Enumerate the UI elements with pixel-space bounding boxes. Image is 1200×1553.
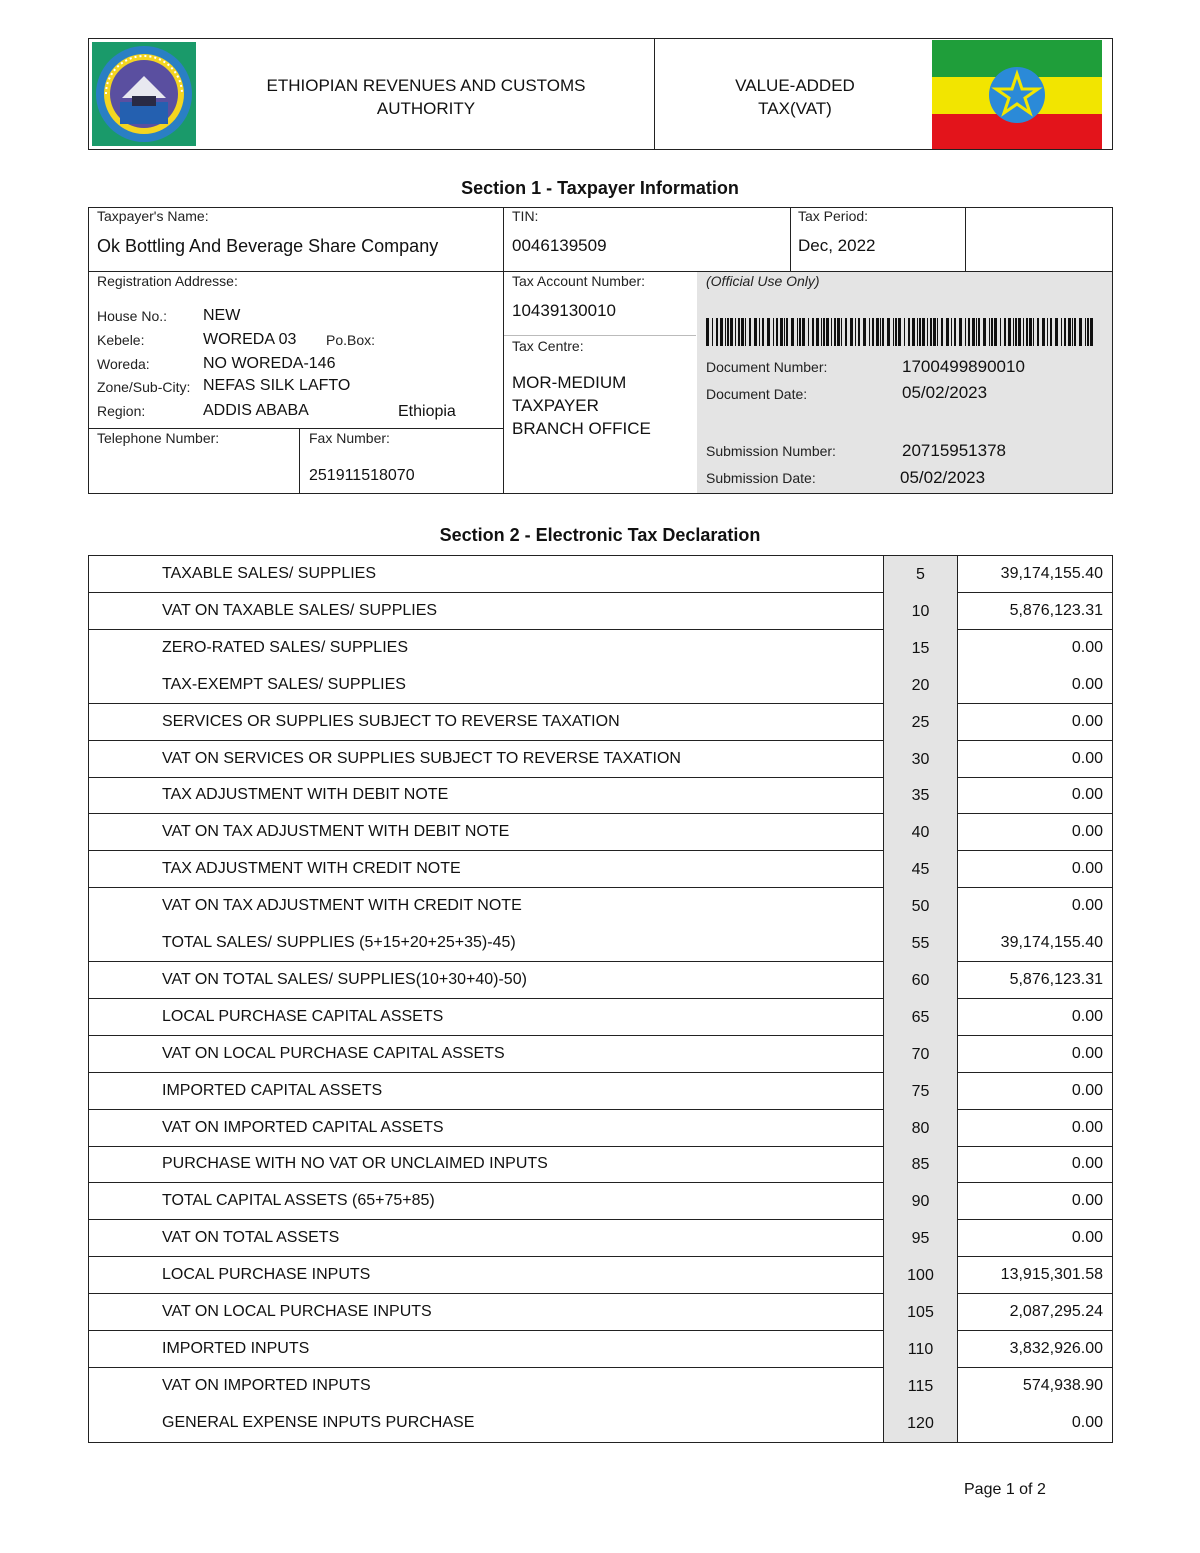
barcode-bar: [730, 318, 733, 346]
table-row: [88, 741, 1113, 778]
row-description: VAT ON LOCAL PURCHASE INPUTS: [162, 1303, 432, 1320]
barcode-bar: [1033, 318, 1034, 346]
barcode-bar: [922, 318, 925, 346]
row-code: 115: [883, 1368, 958, 1405]
table-row: [88, 777, 1113, 814]
woreda-label: Woreda:: [97, 356, 150, 372]
row-description: VAT ON TOTAL SALES/ SUPPLIES(10+30+40)-50): [162, 970, 527, 988]
submission-date-label: Submission Date:: [706, 470, 816, 486]
document-date-value: 05/02/2023: [902, 383, 988, 402]
official-use-label: (Official Use Only): [706, 273, 820, 289]
barcode-bar: [727, 318, 729, 346]
row-code: 45: [883, 851, 958, 888]
barcode-bar: [1000, 318, 1001, 346]
row-code: 15: [883, 630, 958, 667]
row-code: 90: [883, 1183, 958, 1220]
table-row: [88, 1257, 1113, 1294]
barcode-bar: [887, 318, 890, 346]
row-amount: 0.00: [1071, 1413, 1103, 1431]
submission-number-value: 20715951378: [902, 441, 1007, 460]
barcode-bar: [738, 318, 740, 346]
barcode-bar: [898, 318, 901, 346]
row-amount: 0.00: [1071, 1118, 1103, 1136]
barcode-bar: [762, 318, 764, 346]
barcode-bar: [1004, 318, 1006, 346]
barcode-bar: [837, 318, 840, 346]
barcode-bar: [991, 318, 993, 346]
barcode-bar: [759, 318, 760, 346]
row-description: TAX-EXEMPT SALES/ SUPPLIES: [162, 675, 406, 693]
barcode-bar: [791, 318, 794, 346]
tax-period-label: Tax Period:: [798, 208, 869, 224]
row-amount: 0.00: [1071, 712, 1103, 730]
col-divider-3: [965, 207, 966, 272]
table-row: [88, 704, 1113, 741]
row-description: VAT ON TAX ADJUSTMENT WITH CREDIT NOTE: [162, 897, 522, 915]
row-code: 50: [883, 888, 958, 925]
row-description: SERVICES OR SUPPLIES SUBJECT TO REVERSE TAXATION: [162, 712, 620, 730]
row-divider-1: [88, 271, 1113, 272]
row-description: VAT ON SERVICES OR SUPPLIES SUBJECT TO REVERSE TAXATION: [162, 749, 681, 767]
kebele-label: Kebele:: [97, 332, 145, 348]
row-amount: 0.00: [1071, 749, 1103, 767]
barcode-bar: [927, 318, 928, 346]
barcode-bar: [1015, 318, 1017, 346]
table-row: [88, 1110, 1113, 1147]
tin-value: 0046139509: [512, 236, 607, 255]
barcode-bar: [876, 318, 879, 346]
barcode-bar: [1055, 318, 1058, 346]
taxpayer-name: Ok Bottling And Beverage Share Company: [97, 236, 439, 256]
row-amount: 5,876,123.31: [1009, 601, 1103, 619]
barcode-bar: [937, 318, 938, 346]
tax-centre-divider: [504, 335, 696, 336]
col-divider-2: [790, 207, 791, 272]
barcode-bar: [1037, 318, 1039, 346]
barcode-bar: [994, 318, 997, 346]
barcode-bar: [895, 318, 897, 346]
row-amount: 39,174,155.40: [1000, 565, 1103, 582]
barcode-bar: [799, 318, 801, 346]
row-amount: 0.00: [1071, 897, 1103, 915]
row-amount: 0.00: [1071, 786, 1103, 804]
house-no-label: House No.:: [97, 308, 168, 324]
table-row: [88, 888, 1113, 925]
barcode-bar: [808, 318, 809, 346]
house-no-value: NEW: [203, 307, 241, 324]
row-description: VAT ON IMPORTED CAPITAL ASSETS: [162, 1118, 444, 1136]
barcode-bar: [773, 318, 774, 346]
section1-title: Section 1 - Taxpayer Information: [461, 178, 739, 198]
barcode-bar: [749, 318, 751, 346]
barcode-bar: [706, 318, 709, 346]
tax-account-value: 10439130010: [512, 301, 617, 320]
table-row: [88, 1183, 1113, 1220]
row-amount: 0.00: [1071, 1007, 1103, 1025]
barcode-bar: [831, 318, 832, 346]
barcode-bar: [930, 318, 932, 346]
barcode-bar: [1064, 318, 1066, 346]
table-row: [88, 630, 1113, 667]
barcode-bar: [1013, 318, 1014, 346]
row-amount: 3,832,926.00: [1009, 1339, 1103, 1357]
row-code: 85: [883, 1146, 958, 1183]
barcode-bar: [850, 318, 853, 346]
row-description: TAX ADJUSTMENT WITH DEBIT NOTE: [162, 786, 449, 804]
tax-period-value: Dec, 2022: [798, 236, 876, 255]
row-code: 70: [883, 1036, 958, 1073]
row-amount: 2,087,295.24: [1009, 1303, 1103, 1320]
table-row: [88, 1036, 1113, 1073]
barcode-bar: [826, 318, 829, 346]
row-amount: 0.00: [1071, 1155, 1103, 1173]
tin-label: TIN:: [512, 208, 539, 224]
authority-title: ETHIOPIAN REVENUES AND CUSTOMS AUTHORITY: [266, 76, 586, 118]
barcode-bar: [882, 318, 884, 346]
barcode-bar: [951, 318, 952, 346]
tax-centre-line-2: TAXPAYER: [512, 396, 599, 415]
barcode-bar: [1072, 318, 1073, 346]
row-description: TOTAL SALES/ SUPPLIES (5+15+20+25+35)-45): [162, 934, 516, 951]
row-code: 35: [883, 777, 958, 814]
barcode-bar: [735, 318, 736, 346]
row-description: VAT ON TAXABLE SALES/ SUPPLIES: [162, 601, 438, 619]
barcode-bar: [716, 318, 718, 346]
telephone-label: Telephone Number:: [97, 430, 220, 446]
erca-seal-icon: [92, 42, 196, 146]
barcode-bar: [965, 318, 966, 346]
barcode-bar: [912, 318, 915, 346]
table-row: [88, 814, 1113, 851]
barcode-bar: [872, 318, 874, 346]
barcode-bar: [812, 318, 814, 346]
barcode-bar: [858, 318, 860, 346]
barcode-bar: [983, 318, 986, 346]
row-description: VAT ON IMPORTED INPUTS: [162, 1376, 371, 1394]
barcode-bar: [725, 318, 726, 346]
tax-centre-line-3: BRANCH OFFICE: [512, 419, 651, 438]
row-description: TAX ADJUSTMENT WITH CREDIT NOTE: [162, 860, 461, 878]
barcode-bar: [968, 318, 970, 346]
row-code: 60: [883, 962, 958, 999]
table-row: [88, 1073, 1113, 1110]
row-description: IMPORTED INPUTS: [162, 1339, 310, 1357]
row-code: 100: [883, 1257, 958, 1294]
row-code: 40: [883, 814, 958, 851]
barcode-bar: [978, 318, 980, 346]
barcode-bar: [893, 318, 894, 346]
barcode-bar: [1050, 318, 1052, 346]
barcode-bar: [989, 318, 990, 346]
table-row: [88, 1405, 1113, 1442]
barcode-bar: [1061, 318, 1062, 346]
barcode-bar: [959, 318, 962, 346]
row-amount: 0.00: [1071, 823, 1103, 841]
row-code: 95: [883, 1220, 958, 1257]
barcode-bar: [976, 318, 977, 346]
col-divider-4: [299, 428, 300, 494]
document-number-label: Document Number:: [706, 359, 828, 375]
tax-centre-line-1: MOR-MEDIUM: [512, 373, 627, 392]
barcode-bar: [933, 318, 936, 346]
table-row: [88, 667, 1113, 704]
table-row: [88, 1220, 1113, 1257]
barcode-bar: [855, 318, 856, 346]
barcode-bar: [821, 318, 822, 346]
ethiopia-flag-icon: [932, 40, 1102, 149]
row-amount: 0.00: [1071, 860, 1103, 878]
barcode-bar: [904, 318, 905, 346]
row-divider-2: [88, 428, 503, 429]
barcode-bar: [946, 318, 949, 346]
tax-account-label: Tax Account Number:: [512, 273, 646, 289]
barcode-bar: [802, 318, 805, 346]
row-code: 30: [883, 741, 958, 778]
barcode-bar: [1079, 318, 1082, 346]
row-code: 120: [883, 1405, 958, 1442]
row-code: 20: [883, 667, 958, 704]
barcode-bar: [1018, 318, 1021, 346]
table-row: [88, 1294, 1113, 1331]
barcode-bar: [863, 318, 866, 346]
barcode-bar: [1042, 318, 1045, 346]
barcode-bar: [797, 318, 798, 346]
barcode-bar: [1068, 318, 1071, 346]
header-divider: [654, 38, 655, 150]
barcode-bar: [880, 318, 881, 346]
row-code: 105: [883, 1294, 958, 1331]
zone-value: NEFAS SILK LAFTO: [203, 377, 351, 394]
country-value: Ethiopia: [398, 403, 456, 420]
barcode-bar: [845, 318, 847, 346]
fax-value: 251911518070: [309, 467, 415, 484]
barcode-bar: [780, 318, 783, 346]
taxpayer-name-label: Taxpayer's Name:: [97, 208, 209, 224]
row-amount: 5,876,123.31: [1009, 970, 1103, 988]
fax-label: Fax Number:: [309, 430, 390, 446]
barcode-bar: [869, 318, 870, 346]
barcode-bar: [834, 318, 836, 346]
row-description: LOCAL PURCHASE CAPITAL ASSETS: [162, 1007, 444, 1025]
page-number: Page 1 of 2: [964, 1481, 1046, 1498]
barcode-bar: [786, 318, 788, 346]
registration-address-label: Registration Addresse:: [97, 273, 238, 289]
row-description: GENERAL EXPENSE INPUTS PURCHASE: [162, 1413, 475, 1431]
region-value: ADDIS ABABA: [203, 402, 309, 419]
row-code: 55: [883, 925, 958, 962]
section2-title: Section 2 - Electronic Tax Declaration: [439, 525, 761, 545]
barcode-bar: [776, 318, 778, 346]
barcode-bar: [919, 318, 921, 346]
row-amount: 13,915,301.58: [1000, 1266, 1103, 1284]
barcode-bar: [954, 318, 956, 346]
barcode-bar: [908, 318, 910, 346]
table-row: [88, 1331, 1113, 1368]
submission-number-label: Submission Number:: [706, 443, 836, 459]
row-description: VAT ON LOCAL PURCHASE CAPITAL ASSETS: [162, 1044, 505, 1062]
table-row: [88, 962, 1113, 999]
woreda-value: NO WOREDA-146: [203, 355, 336, 372]
barcode-bar: [1087, 318, 1089, 346]
barcode-bar: [754, 318, 757, 346]
barcode-bar: [941, 318, 943, 346]
barcode-bar: [1047, 318, 1048, 346]
tax-centre-label: Tax Centre:: [512, 338, 584, 354]
barcode-bar: [712, 318, 713, 346]
barcode-bar: [767, 318, 770, 346]
row-description: VAT ON TAX ADJUSTMENT WITH DEBIT NOTE: [162, 823, 510, 841]
barcode-bar: [1008, 318, 1011, 346]
table-row: [88, 925, 1113, 962]
row-code: 75: [883, 1073, 958, 1110]
row-description: PURCHASE WITH NO VAT OR UNCLAIMED INPUTS: [162, 1155, 548, 1173]
col-divider-1: [503, 207, 504, 494]
barcode-icon: [706, 318, 1096, 346]
row-code: 5: [883, 556, 958, 593]
barcode-bar: [784, 318, 785, 346]
barcode-bar: [816, 318, 819, 346]
row-code: 110: [883, 1331, 958, 1368]
table-row: [88, 999, 1113, 1036]
row-description: ZERO-RATED SALES/ SUPPLIES: [162, 638, 408, 656]
row-amount: 574,938.90: [1022, 1376, 1103, 1394]
table-row: [88, 593, 1113, 630]
tax-type-title: VALUE-ADDED TAX(VAT): [735, 76, 855, 118]
row-amount: 0.00: [1071, 1229, 1103, 1247]
barcode-bar: [841, 318, 842, 346]
barcode-bar: [745, 318, 746, 346]
barcode-bar: [741, 318, 744, 346]
barcode-bar: [823, 318, 825, 346]
row-amount: 0.00: [1071, 1192, 1103, 1210]
region-label: Region:: [97, 403, 146, 419]
row-description: TAXABLE SALES/ SUPPLIES: [162, 565, 377, 582]
row-code: 65: [883, 999, 958, 1036]
barcode-bar: [1085, 318, 1086, 346]
row-amount: 0.00: [1071, 1081, 1103, 1099]
barcode-bar: [917, 318, 918, 346]
row-code: 80: [883, 1110, 958, 1147]
row-amount: 0.00: [1071, 1044, 1103, 1062]
submission-date-value: 05/02/2023: [900, 468, 986, 487]
table-row: [88, 851, 1113, 888]
document-number-value: 1700499890010: [902, 357, 1025, 376]
row-description: VAT ON TOTAL ASSETS: [162, 1229, 340, 1247]
document-date-label: Document Date:: [706, 386, 808, 402]
table-row: [88, 1368, 1113, 1405]
row-description: LOCAL PURCHASE INPUTS: [162, 1266, 371, 1284]
pobox-label: Po.Box:: [326, 332, 376, 348]
kebele-value: WOREDA 03: [203, 331, 297, 348]
table-row: [88, 1146, 1113, 1183]
barcode-bar: [1023, 318, 1024, 346]
row-amount: 39,174,155.40: [1000, 934, 1103, 951]
barcode-bar: [1026, 318, 1028, 346]
row-amount: 0.00: [1071, 638, 1103, 656]
row-code: 25: [883, 704, 958, 741]
barcode-bar: [1074, 318, 1076, 346]
barcode-bar: [1029, 318, 1032, 346]
row-code: 10: [883, 593, 958, 630]
row-amount: 0.00: [1071, 675, 1103, 693]
table-row: [88, 556, 1113, 593]
row-description: IMPORTED CAPITAL ASSETS: [162, 1081, 383, 1099]
barcode-bar: [720, 318, 723, 346]
barcode-bar: [972, 318, 975, 346]
row-description: TOTAL CAPITAL ASSETS (65+75+85): [162, 1192, 435, 1210]
barcode-bar: [1090, 318, 1093, 346]
zone-label: Zone/Sub-City:: [97, 379, 191, 395]
